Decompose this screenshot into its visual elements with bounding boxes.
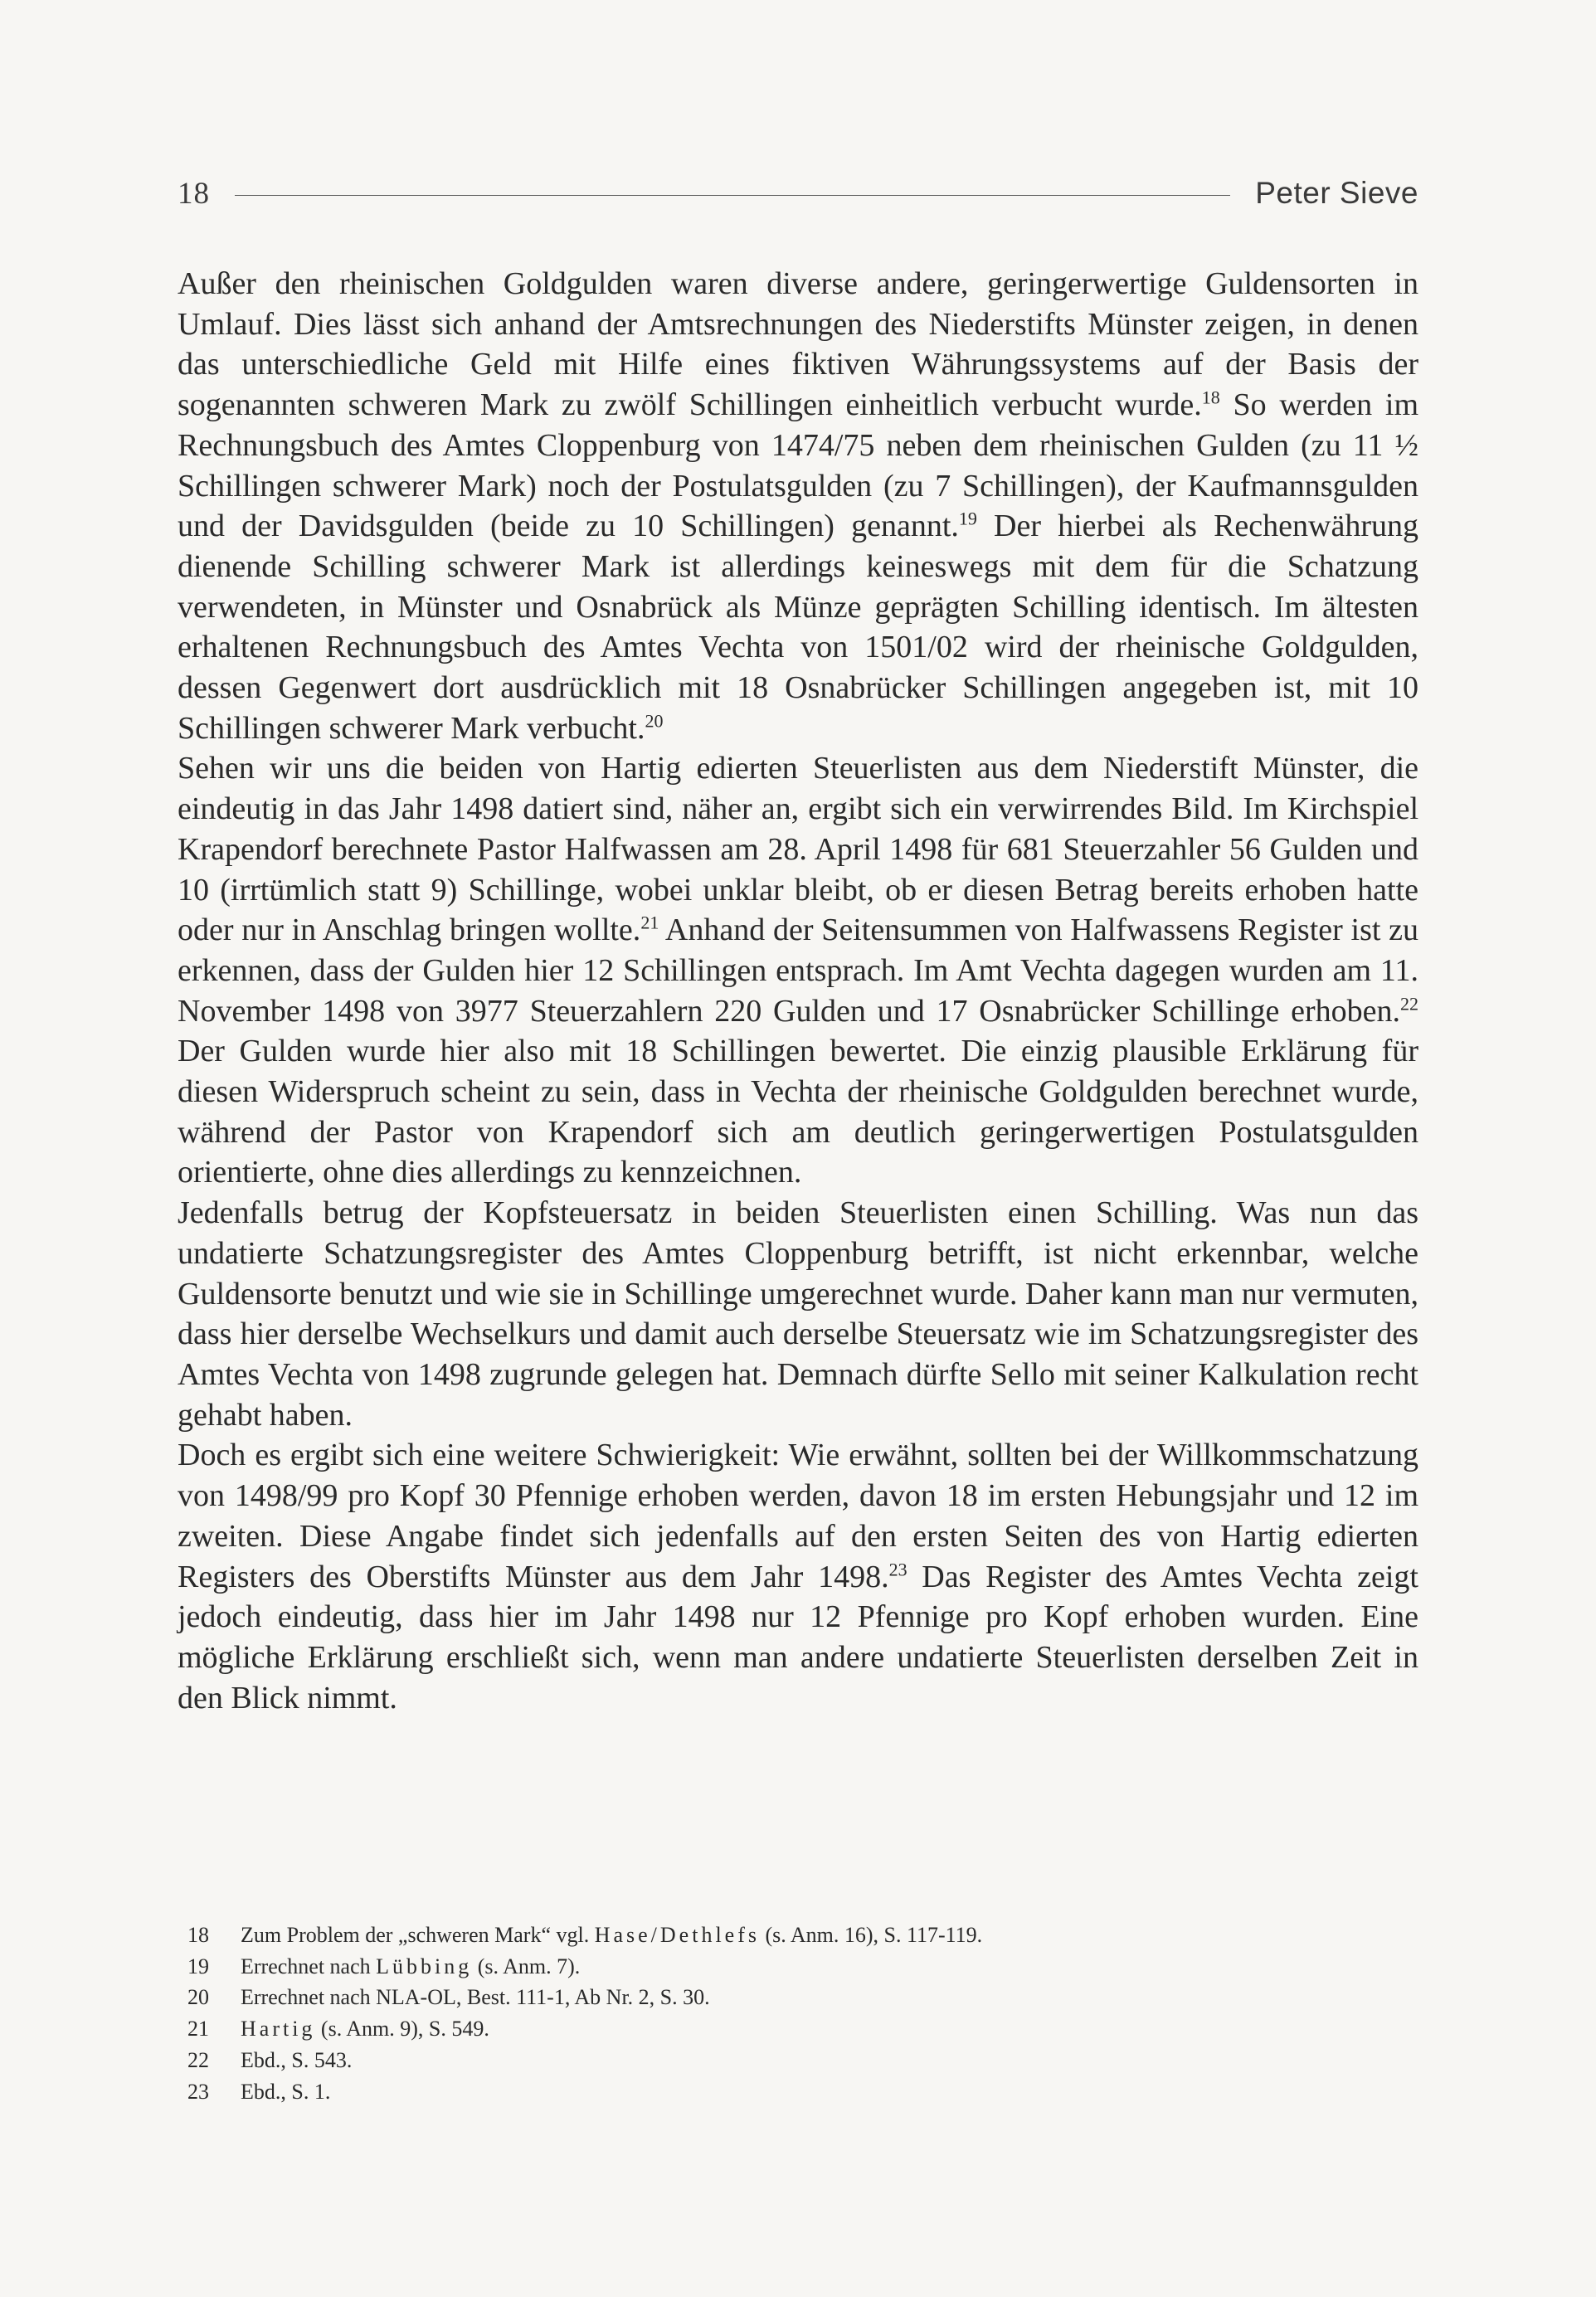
footnote-text <box>241 2045 1399 2076</box>
footnote-text-part: (s. Anm. 7). <box>472 1954 581 1978</box>
footnote-text <box>241 2013 1399 2045</box>
footnote-text-part: Ebd., S. 543. <box>241 2047 353 2072</box>
paragraph-text: Anhand der Seitensummen von Halfwassens Register ist zu erkennen, dass der Gulden hier 12 Schillingen entsprach. Im Amt Vechta dagegen wurden am 11. November 1498 von 3977 Steuerzahlern 220 Gulden und 17 Osnabrücker Schillinge erhoben. <box>178 912 1419 1029</box>
footnote <box>187 1951 1399 1983</box>
footnote-ref: 21 <box>640 912 659 933</box>
paragraph-2 <box>178 748 1418 1193</box>
page-header <box>178 173 1418 214</box>
footnote-number: 20 <box>187 1985 209 2010</box>
footnote <box>187 2076 1399 2108</box>
footnote-ref: 19 <box>958 508 977 529</box>
footnote-number: 18 <box>187 1923 209 1947</box>
footnote-number: 22 <box>187 2047 209 2072</box>
footnote <box>187 1982 1399 2013</box>
paragraph-text: Sehen wir uns die beiden von Hartig edierten Steuerlisten aus dem Niederstift Münster, die eindeutig in das Jahr 1498 datiert sind, näher an, ergibt sich ein verwirrendes Bild. Im Kirchspiel Krapendorf berechnete Pastor Halfwassen am 28. April 1498 für 681 Steuerzahler 56 Gulden und 10 (irrtümlich statt 9) Schillinge, wobei unklar bleibt, ob er diesen Betrag bereits erhoben hatte oder nur in Anschlag bringen wollte. <box>178 751 1418 948</box>
paragraph-text: Jedenfalls betrug der Kopfsteuersatz in beiden Steuerlisten einen Schilling. Was nun das undatierte Schatzungsregister des Amtes Cloppenburg betrifft, ist nicht erkennbar, welche Guldensorte benutzt und wie sie in Schillinge umgerechnet wurde. Daher kann man nur vermuten, dass hier derselbe Wechselkurs und damit auch derselbe Steuersatz wie im Schatzungsregister des Amtes Vechta von 1498 zugrunde gelegen hat. Demnach dürfte Sello mit seiner Kalkulation recht gehabt haben. <box>178 1195 1418 1433</box>
footnote-number: 21 <box>187 2017 209 2042</box>
footnote-ref: 20 <box>645 710 664 732</box>
footnote-text-part: Errechnet nach <box>241 1954 377 1978</box>
paragraph-4 <box>178 1435 1418 1718</box>
paragraph-text: So werden im Rechnungsbuch des Amtes Cloppenburg von 1474/75 neben dem rheinischen Gulden (zu 11 ½ Schillingen schwerer Mark) noch der Postulatsgulden (zu 7 Schillingen), der Kaufmannsgulden und der Davidsgulden (beide zu 10 Schillingen) genannt. <box>178 387 1418 544</box>
footnote-author: Lübbing <box>376 1954 473 1978</box>
paragraph-3 <box>178 1193 1418 1435</box>
footnote-text-part: (s. Anm. 9), S. 549. <box>315 2017 489 2042</box>
paragraph-text: Der hierbei als Rechenwährung dienende Schilling schwerer Mark ist allerdings keineswegs mit dem für die Schatzung verwendeten, in Münster und Osnabrück als Münze geprägten Schilling identisch. Im ältesten erhaltenen Rechnungsbuch des Amtes Vechta von 1501/02 wird der rheinische Goldgulden, dessen Gegenwert dort ausdrücklich mit 18 Osnabrücker Schillingen angegeben ist, mit 10 Schillingen schwerer Mark verbucht. <box>178 509 1418 746</box>
footnote-ref: 23 <box>888 1558 907 1579</box>
header-rule <box>235 195 1230 196</box>
page-number: 18 <box>178 176 210 211</box>
footnotes <box>187 1920 1399 2107</box>
footnote-text <box>241 2076 1399 2108</box>
footnote-text-part: Errechnet nach NLA-OL, Best. 111-1, Ab Nr. 2, S. 30. <box>241 1985 710 2010</box>
body-text <box>178 264 1418 1718</box>
footnote <box>187 2045 1399 2076</box>
footnote-text-part: (s. Anm. 16), S. 117-119. <box>759 1923 983 1947</box>
footnote-number: 23 <box>187 2079 209 2104</box>
footnote-number: 19 <box>187 1954 209 1978</box>
footnote <box>187 2013 1399 2045</box>
running-head: Peter Sieve <box>1255 176 1418 210</box>
footnote <box>187 1920 1399 1951</box>
paragraph-1 <box>178 264 1418 748</box>
paragraph-text: Außer den rheinischen Goldgulden waren diverse andere, geringerwertige Guldensorten in Umlauf. Dies lässt sich anhand der Amtsrechnungen des Niederstifts Münster zeigen, in denen das unterschiedliche Geld mit Hilfe eines fiktiven Währungssystems auf der Basis der sogenannten schweren Mark zu zwölf Schillingen einheitlich verbucht wurde. <box>178 266 1418 423</box>
footnote-text <box>241 1982 1399 2013</box>
paragraph-text: Der Gulden wurde hier also mit 18 Schillingen bewertet. Die einzig plausible Erklärung für diesen Widerspruch scheint zu sein, dass in Vechta der rheinische Goldgulden berechnet wurde, während der Pastor von Krapendorf sich am deutlich geringerwertigen Postulatsgulden orientierte, ohne dies allerdings zu kennzeichnen. <box>178 1034 1418 1190</box>
footnote-text <box>241 1920 1399 1951</box>
paragraph-text: Doch es ergibt sich eine weitere Schwierigkeit: Wie erwähnt, sollten bei der Willkommschatzung von 1498/99 pro Kopf 30 Pfennige erhoben werden, davon 18 im ersten Hebungsjahr und 12 im zweiten. Diese Angabe findet sich jedenfalls auf den ersten Seiten des von Hartig edierten Registers des Oberstifts Münster aus dem Jahr 1498. <box>178 1438 1418 1594</box>
footnote-author: Hartig <box>241 2017 316 2042</box>
footnote-text <box>241 1951 1399 1983</box>
footnote-ref: 22 <box>1400 993 1418 1014</box>
footnote-text-part: Zum Problem der „schweren Mark“ vgl. <box>241 1923 595 1947</box>
paragraph-text: Das Register des Amtes Vechta zeigt jedoch eindeutig, dass hier im Jahr 1498 nur 12 Pfennige pro Kopf erhoben wurden. Eine mögliche Erklärung erschließt sich, wenn man andere undatierte Steuerlisten derselben Zeit in den Blick nimmt. <box>178 1559 1418 1715</box>
footnote-ref: 18 <box>1201 387 1220 408</box>
footnote-author: Hase/Dethlefs <box>594 1923 760 1947</box>
footnote-text-part: Ebd., S. 1. <box>241 2079 331 2104</box>
